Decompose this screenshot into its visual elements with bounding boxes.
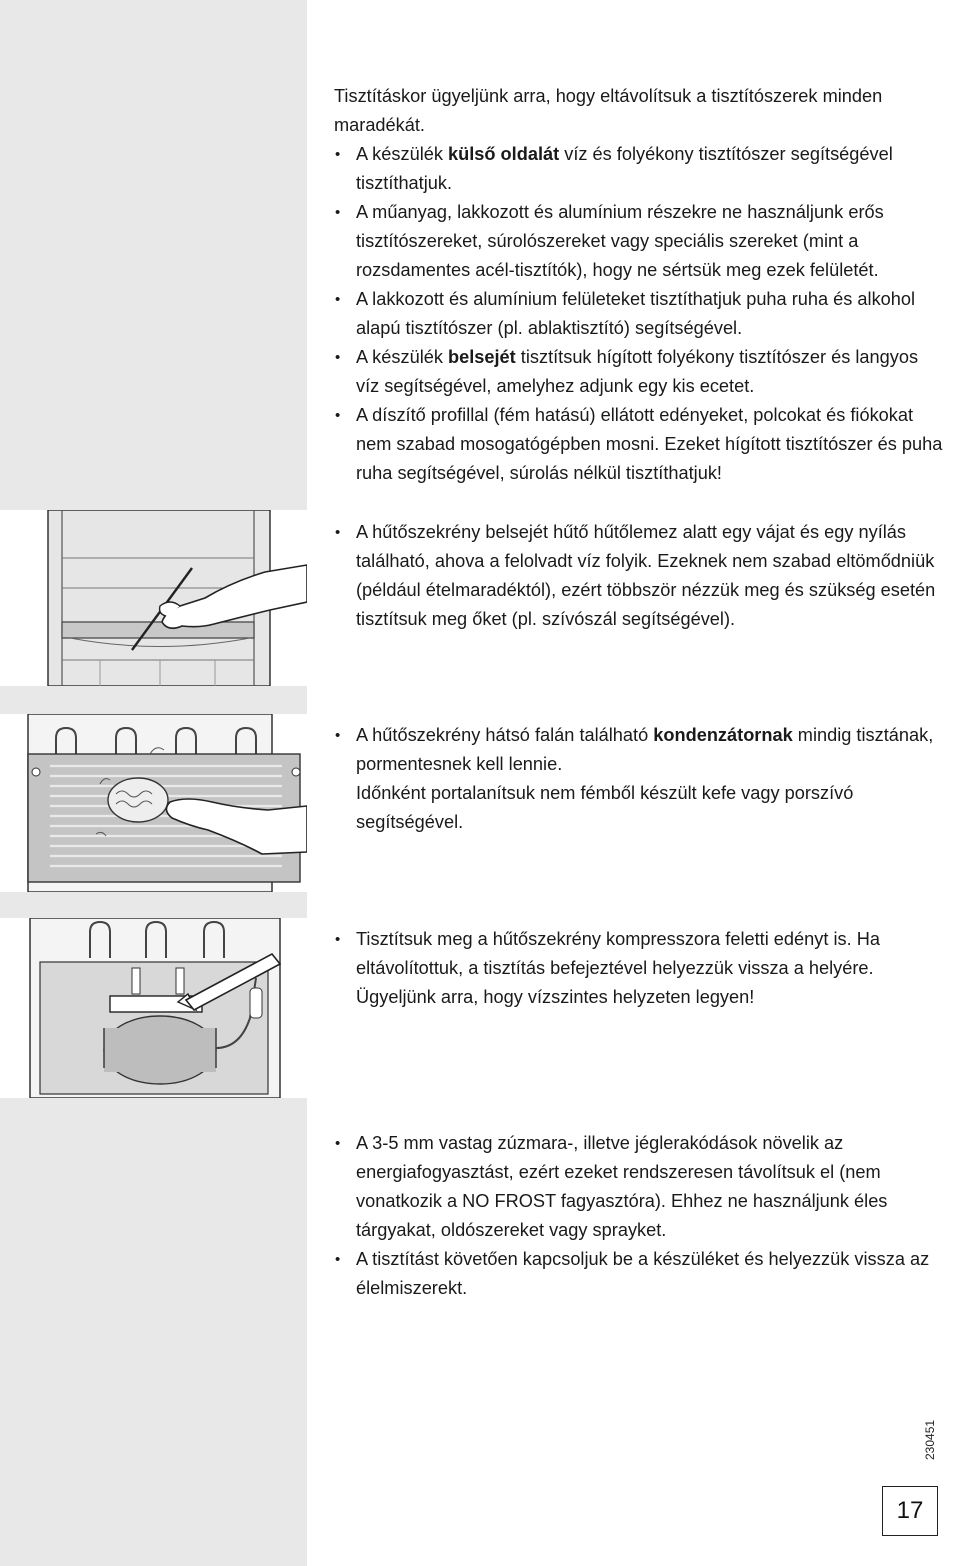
list-item xyxy=(334,140,944,198)
condenser-brushing-illustration xyxy=(0,714,307,892)
list-item xyxy=(334,401,944,488)
list-item xyxy=(334,721,944,837)
list-item xyxy=(334,285,944,343)
list-item-text: A készülék xyxy=(356,144,448,164)
compressor-section xyxy=(334,925,944,1012)
general-cleaning-list xyxy=(334,140,944,488)
defrost-section xyxy=(334,1129,944,1303)
list-item-text: mindig tisztának, pormentesnek kell lennie. xyxy=(356,725,934,774)
list-item-text: víz és folyékony tisztítószer segítségével tisztíthatjuk. xyxy=(356,144,893,193)
list-item-text: A tisztítást követően kapcsoljuk be a készüléket és helyezzük vissza az élelmiszerekt. xyxy=(356,1249,930,1298)
list-item xyxy=(334,343,944,401)
list-item xyxy=(334,518,944,634)
list-item-text: tisztítsuk hígított folyékony tisztítószer és langyos víz segítségével, amelyhez adjunk egy kis ecetet. xyxy=(356,347,919,396)
drain-list xyxy=(334,518,944,634)
list-item-text: A műanyag, lakkozott és alumínium részekre ne használjunk erős tisztítószereket, súrolószereket vagy speciális szereket (mint a rozsdamentes acél-tisztítók), hogy ne sértsük meg ezek felületét. xyxy=(356,202,884,280)
compressor-list xyxy=(334,925,944,1012)
list-item xyxy=(334,198,944,285)
list-item-extra-text: Időnként portalanítsuk nem fémből készült kefe vagy porszívó segítségével. xyxy=(356,783,854,832)
drain-section xyxy=(334,518,944,634)
condenser-section xyxy=(334,721,944,837)
general-cleaning-text xyxy=(334,82,944,488)
condenser-list xyxy=(334,721,944,837)
compressor-tray-illustration xyxy=(0,918,307,1098)
list-item-text: A hűtőszekrény hátsó falán található xyxy=(356,725,654,745)
list-item-text: A hűtőszekrény belsejét hűtő hűtőlemez alatt egy vájat és egy nyílás található, ahova a felolvadt víz folyik. Ezeknek nem szabad eltömődniük (például ételmaradéktól), ezért többször nézzük meg és szükség esetén tisztítsuk meg őket (pl. szívószál segítségével). xyxy=(356,522,936,629)
defrost-list xyxy=(334,1129,944,1303)
list-item-text: Tisztítsuk meg a hűtőszekrény kompresszora feletti edényt is. Ha eltávolítottuk, a tisztítás befejeztével helyezzük vissza a helyére. Ügyeljünk arra, hogy vízszintes helyzeten legyen! xyxy=(356,929,880,1007)
list-item xyxy=(334,1129,944,1245)
list-item-text: A készülék xyxy=(356,347,448,367)
list-item-text: A lakkozott és alumínium felületeket tisztíthatjuk puha ruha és alkohol alapú tisztítószer (pl. ablaktisztító) segítségével. xyxy=(356,289,916,338)
intro-paragraph: Tisztításkor ügyeljünk arra, hogy eltávolítsuk a tisztítószerek minden maradékát. xyxy=(334,86,883,135)
drain-cleaning-illustration xyxy=(0,510,307,686)
list-item-emphasis: külső oldalát xyxy=(448,144,560,164)
list-item-text: A díszítő profillal (fém hatású) ellátott edényeket, polcokat és fiókokat nem szabad mosogatógépben mosni. Ezeket hígított tisztítószer és puha ruha segítségével, súrolás nélkül tisztíthatjuk! xyxy=(356,405,943,483)
list-item-emphasis: belsejét xyxy=(448,347,516,367)
page-number: 17 xyxy=(882,1486,938,1536)
list-item xyxy=(334,925,944,1012)
list-item-emphasis: kondenzátornak xyxy=(653,725,793,745)
list-item-text: A 3-5 mm vastag zúzmara-, illetve jéglerakódások növelik az energiafogyasztást, ezért ezeket rendszeresen távolítsuk el (nem vonatkozik a NO FROST fagyasztóra). Ehhez ne használjunk éles tárgyakat, oldószereket vagy sprayket. xyxy=(356,1133,888,1240)
list-item xyxy=(334,1245,944,1303)
document-code: 230451 xyxy=(923,1419,937,1460)
